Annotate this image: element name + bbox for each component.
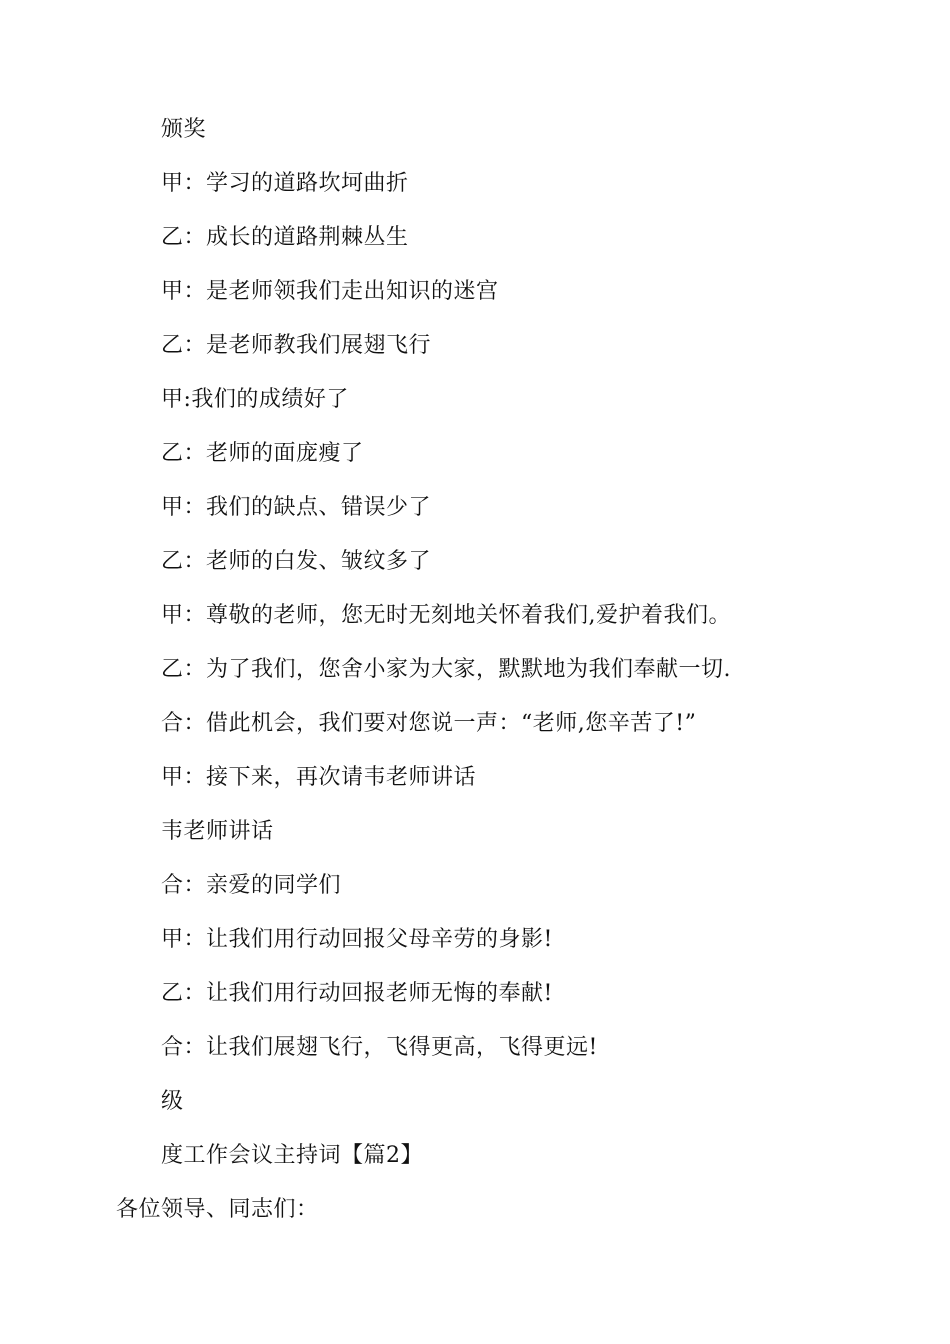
text-line: 合：亲爱的同学们 [161, 873, 342, 898]
text-line: 甲：尊敬的老师，您无时无刻地关怀着我们,爱护着我们。 [161, 603, 731, 628]
text-line: 甲：学习的道路坎坷曲折 [161, 171, 409, 196]
text-line: 甲：是老师领我们走出知识的迷宫 [161, 279, 499, 304]
text-line: 合：借此机会，我们要对您说一声：“老师,您辛苦了!” [161, 711, 697, 736]
text-line: 甲：让我们用行动回报父母辛劳的身影! [161, 927, 553, 952]
text-line: 合：让我们展翅飞行，飞得更高，飞得更远! [161, 1035, 598, 1060]
section-heading: 度工作会议主持词【篇2】 [161, 1143, 423, 1168]
text-line: 甲:我们的成绩好了 [161, 387, 349, 412]
text-line: 甲：我们的缺点、错误少了 [161, 495, 432, 520]
text-line: 乙：让我们用行动回报老师无悔的奉献! [161, 981, 553, 1006]
text-line: 级 [161, 1089, 184, 1114]
text-line: 乙：成长的道路荆棘丛生 [161, 225, 409, 250]
text-line: 乙：老师的白发、皱纹多了 [161, 549, 432, 574]
text-line: 甲：接下来，再次请韦老师讲话 [161, 765, 477, 790]
text-line: 颁奖 [161, 117, 207, 142]
text-line: 韦老师讲话 [161, 819, 274, 844]
text-line: 乙：老师的面庞瘦了 [161, 441, 364, 466]
salutation-line: 各位领导、同志们： [116, 1197, 319, 1222]
text-line: 乙：为了我们，您舍小家为大家，默默地为我们奉献一切. [161, 657, 731, 682]
text-line: 乙：是老师教我们展翅飞行 [161, 333, 432, 358]
